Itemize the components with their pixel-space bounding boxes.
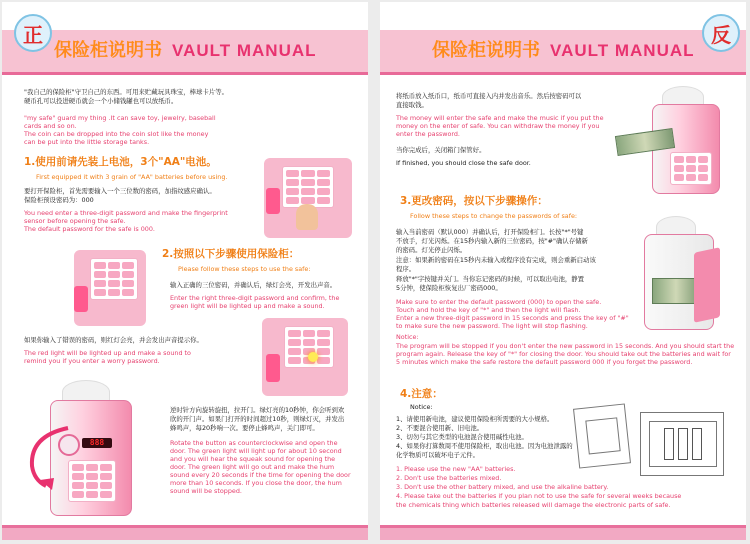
back-page	[380, 2, 746, 540]
rotate-arrow-icon	[24, 422, 84, 492]
section1-en: First equipped it with 3 grain of "AA" batteries before using.	[36, 173, 228, 181]
notice-en-2: 2. Don't use the batteries mixed.	[396, 474, 502, 482]
footer-band	[2, 528, 368, 540]
section2-title: 2.按照以下步骤使用保险柜：	[162, 248, 300, 260]
close-door-en: If finished, you should close the safe door.	[396, 159, 531, 167]
keypad-closeup-illustration	[264, 158, 352, 238]
battery-icon	[692, 428, 702, 460]
section1-en-1: You need enter a three-digit password and make the fingerprint	[24, 209, 228, 217]
wrong-password-en-1: The red light will be lighted up and make a sound to	[24, 349, 191, 357]
title-english: VAULT MANUAL	[550, 41, 695, 60]
change-password-en-2: Touch and hold the key of "*" and then the light will flash.	[396, 306, 581, 314]
wrong-password-cn: 如果你输入了错误的密码，则红灯会亮，并会发出声音提示你。	[24, 336, 203, 344]
section1-cn-1: 要打开保险柜，首先需要输入一个三位数的密码，加指纹感应确认。	[24, 187, 216, 195]
change-password-en-4: to make sure the new password. The light will stop flashing.	[396, 322, 588, 330]
battery-installation-sketch	[640, 412, 724, 476]
change-password-en-6: The program will be stopped if you don't enter the new password in 15 seconds. And you should start the	[396, 342, 735, 350]
section3-en-6: more than 10 seconds. If you close the door, the hum	[170, 479, 342, 487]
section3-en-4: door. The green light will go out and make the hum	[170, 463, 335, 471]
notice-title: 4.注意：	[400, 388, 443, 400]
section3-en-3: and you will hear the squeak sound for opening the	[170, 455, 336, 463]
banknote-cn-1: 将纸币放入纸币口，纸币可直接入内并发出音乐。然后按密码可以	[396, 92, 582, 100]
section3-en-2: door. The green light will light up for about 10 second	[170, 447, 342, 455]
finger-icon	[296, 204, 318, 230]
section3-cn-2: 欣的开门声。如果门打开的时间超过10秒，则绿灯灭，并发出	[170, 415, 345, 423]
section2-en-2: green light will be lighted up and make a sound.	[170, 302, 325, 310]
banknote-en-1: The money will enter the safe and make the music if you put the	[396, 114, 604, 122]
section3-en-7: sound will be stopped.	[170, 487, 242, 495]
section3-cn-1: 逆时针方向旋转旋扭，拉开门。绿灯亮的10秒钟，你会听到欢	[170, 406, 345, 414]
close-door-cn: 当你完成后，关闭箱门保管好。	[396, 146, 486, 154]
change-password-en-3: Enter a new three-digit password in 15 seconds and press the key of "#"	[396, 314, 629, 322]
change-password-cn-7: 5分钟，使保险柜恢复出厂密码000。	[396, 284, 502, 292]
notice-en-5: the chemicals thing which batteries released will damage the electronic parts of safe.	[396, 501, 671, 509]
intro-en-2: cards and so on.	[24, 122, 77, 130]
change-password-title: 3.更改密码，按以下步骤操作：	[400, 195, 548, 207]
change-password-cn-2: 不放手，灯光闪烁。在15秒内输入新的三位密码，按"#"确认存储新	[396, 237, 588, 245]
title-chinese: 保险柜说明书	[54, 40, 162, 61]
section3-cn-3: 蜂鸣声，每20秒响一次。要停止蜂鸣声，关门即可。	[170, 424, 319, 432]
notice-label: Notice:	[410, 403, 433, 411]
change-password-cn-3: 的密码。灯光停止闪烁。	[396, 246, 467, 254]
notice-cn-1: 1、请使用新电池，建议使用保险柜所需要的大小规格。	[396, 415, 554, 423]
intro-en-3: The coin can be dropped into the coin slot like the money	[24, 130, 209, 138]
title-chinese: 保险柜说明书	[432, 40, 540, 61]
wrong-password-en-2: remind you if you enter a worry password.	[24, 357, 160, 365]
battery-icon	[678, 428, 688, 460]
warning-light-icon	[308, 352, 318, 362]
battery-icon	[664, 428, 674, 460]
open-safe-with-cash-illustration	[630, 216, 722, 330]
notice-cn-3: 3、切勿与其它类型的电池混合使用碱性电池。	[396, 433, 528, 441]
section1-en-2: sensor before opening the safe.	[24, 217, 126, 225]
footer-band	[380, 528, 746, 540]
section2-en-1: Enter the right three-digit password and confirm, the	[170, 294, 340, 302]
section1-en-3: The default password for the safe is 000.	[24, 225, 155, 233]
section3-en-5: sound every 20 seconds if the time for opening the door	[170, 471, 351, 479]
notice-en-4: 4. Please take out the batteries if you plan not to use the safe for several weeks because	[396, 492, 682, 500]
keypad-green-light-illustration	[74, 250, 146, 326]
page-title	[54, 36, 317, 62]
notice-cn-5: 化学物质可以破坏电子元件。	[396, 451, 480, 459]
change-password-en-8: 5 minutes which make the safe restore the default password 000 if you forget the password.	[396, 358, 693, 366]
back-side-badge: 反	[702, 14, 740, 52]
intro-cn-1: "我自己的保险柜"守卫自己的东西。可用来贮藏玩具珠宝，棒球卡片等。	[24, 88, 228, 96]
lcd-display: 888	[82, 438, 112, 448]
banknote-en-3: enter the password.	[396, 130, 460, 138]
cash-stack-icon	[652, 278, 700, 304]
notice-cn-2: 2、不要混合使用新、旧电池。	[396, 424, 484, 432]
intro-cn-2: 硬币孔可以投进硬币就会一个小储钱罐也可以放纸币。	[24, 97, 178, 105]
open-safe-illustration	[24, 380, 142, 520]
change-password-en-1: Make sure to enter the default password (000) to open the safe.	[396, 298, 602, 306]
keypad-icon	[282, 166, 334, 208]
page-title	[432, 36, 695, 62]
front-side-badge: 正	[14, 14, 52, 52]
open-door-icon	[694, 247, 720, 323]
change-password-en-7: program again. Release the key of "*" for closing the door. You should take out the batteries and wait for	[396, 350, 731, 358]
section1-cn-2: 保险柜预设密码为：000	[24, 196, 94, 204]
safe-with-banknote-illustration	[616, 86, 726, 194]
notice-cn-4: 4、如果你打算数周不使用保险柜，取出电池。因为电池泄露的	[396, 442, 573, 450]
notice-en-3: 3. Don't use the other battery mixed, and use the alkaline battery.	[396, 483, 609, 491]
section1-title: 1.使用前请先装上电池，3个"AA"电池。	[24, 156, 217, 168]
section2-en: Please follow these steps to use the safe:	[178, 265, 311, 273]
intro-en-1: "my safe" guard my thing .It can save toy, jewelry, baseball	[24, 114, 216, 122]
intro-en-4: can be put into the little storage tanks.	[24, 138, 150, 146]
change-password-cn-4: 注意：如果新的密码在15秒内未输入或程序没有完成，则会重新启动该	[396, 256, 596, 264]
keypad-red-light-illustration	[262, 318, 348, 396]
banknote-cn-2: 直接取钱。	[396, 101, 428, 109]
title-english: VAULT MANUAL	[172, 41, 317, 60]
battery-compartment-sketch	[573, 403, 631, 468]
notice-en-1: 1. Please use the new "AA" batteries.	[396, 465, 516, 473]
change-password-cn-1: 输入当前密码（默认000）并确认后，打开保险柜门。长按"*"号键	[396, 228, 584, 236]
change-password-en: Follow these steps to change the passwords of safe:	[410, 212, 578, 220]
change-password-notice: Notice:	[396, 333, 419, 341]
change-password-cn-6: 释放"*"字按键并关门。当你忘记密码的时候，可以取出电池，静置	[396, 275, 585, 283]
section2-cn: 输入正确的三位密码，并确认后，绿灯会亮，开发出声音。	[170, 281, 337, 289]
section3-en-1: Rotate the button as counterclockwise and open the	[170, 439, 338, 447]
banknote-en-2: money on the enter of safe. You can withdraw the money if you	[396, 122, 600, 130]
change-password-cn-5: 程序。	[396, 265, 416, 273]
front-page	[2, 2, 368, 540]
